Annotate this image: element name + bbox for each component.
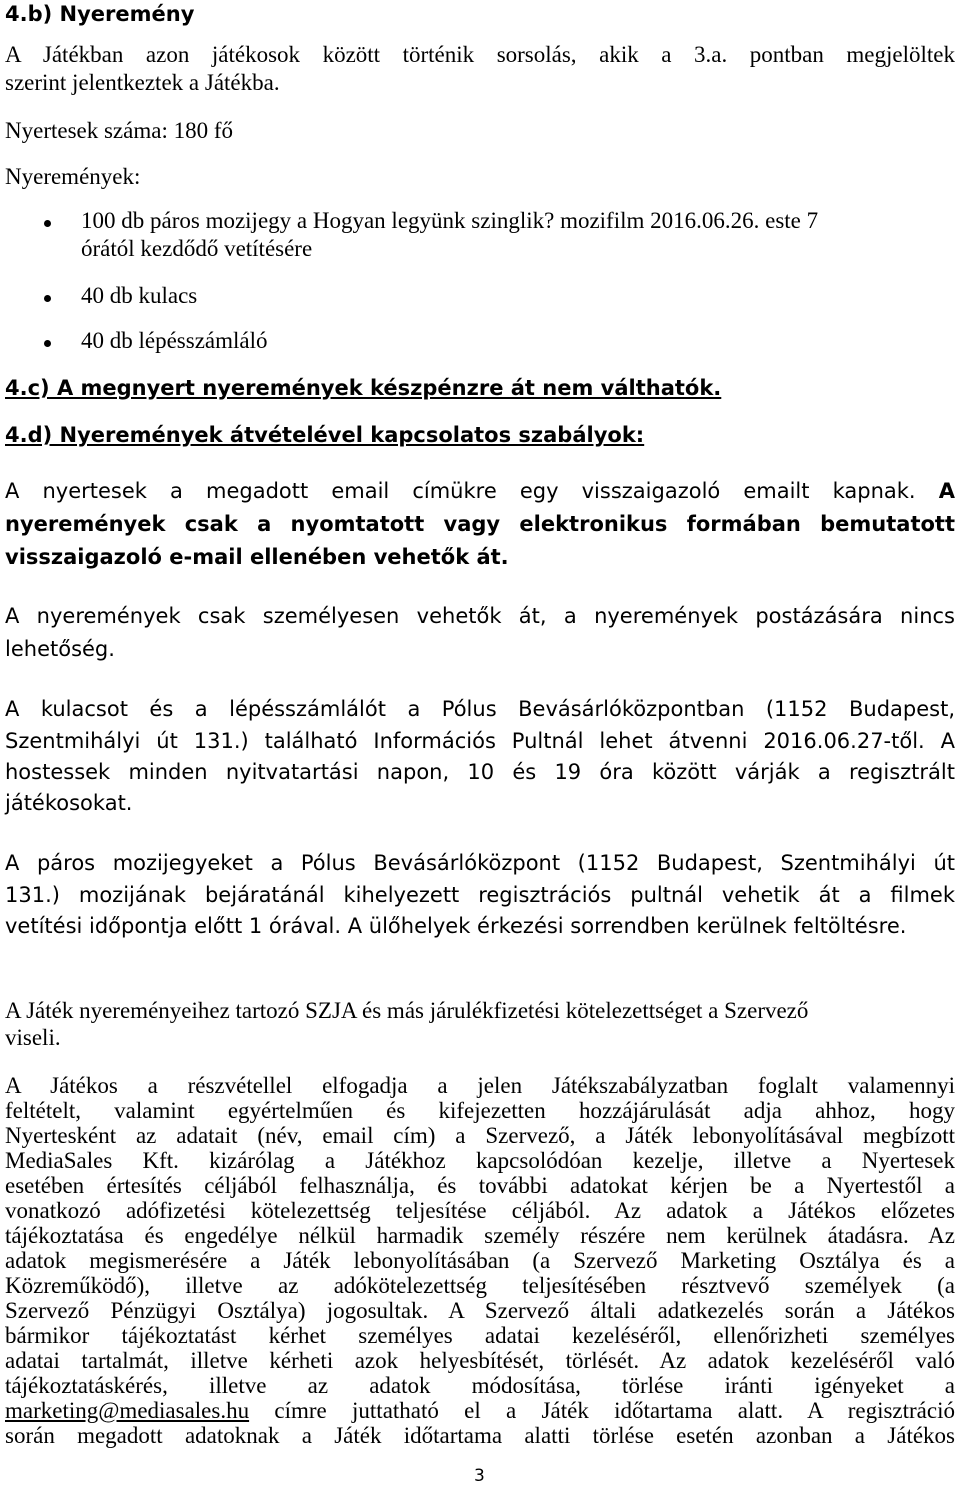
prize-item-3: 40 db lépésszámláló: [81, 328, 268, 353]
heading-4d: 4.d) Nyeremények átvételével kapcsolatos szabályok:: [5, 423, 645, 447]
data-para-line-6: vonatkozó adófizetési kötelezettség teljesítése céljából. Az adatok a Játékos előzetes: [5, 1198, 955, 1223]
mozi-line-1: A páros mozijegyeket a Pólus Bevásárlóközpont (1152 Budapest, Szentmihályi út: [5, 851, 955, 875]
bullet-icon: [44, 340, 51, 347]
data-para-line-15: során megadott adatoknak a Játék időtartama alatti törlése esetén azonban a Játékos: [5, 1423, 955, 1448]
kulacs-line-2: Szentmihályi út 131.) található Információs Pultnál lehet átvenni 2016.06.27-től. A: [5, 729, 955, 753]
after-email-text: címre juttatható el a Játék időtartama alatt. A regisztráció: [249, 1398, 955, 1423]
winners-count: [5, 118, 233, 144]
data-para-line-8: adatok megismerésére a Játék lebonyolításában (a Szervező Marketing Osztálya és a: [5, 1248, 955, 1273]
data-para-line-4: MediaSales Kft. kizárólag a Játékhoz kapcsolódóan kezelje, illetve a Nyertesek: [5, 1148, 955, 1173]
email-link[interactable]: marketing@mediasales.hu: [5, 1398, 250, 1423]
data-para-line-3: Nyertesként az adatait (név, email cím) a Szervező, a Játék lebonyolításával megbízott: [5, 1123, 955, 1148]
intro-line-1: A Játékban azon játékosok között történik sorsolás, akik a 3.a. pontban megjelöltek: [5, 42, 955, 67]
data-para-line-14: [5, 1398, 955, 1424]
confirm-text-1: A nyertesek a megadott email címükre egy visszaigazoló emailt kapnak.: [5, 479, 916, 503]
data-para-line-7: tájékoztatása és engedélye nélkül harmadik személy részére nem kerülnek átadásra. Az: [5, 1223, 955, 1248]
data-para-line-9: Közreműködő), illetve az adókötelezettség teljesítésében résztvevő személyek (a: [5, 1273, 955, 1298]
data-para-line-12: adatai tartalmát, illetve kérheti azok helyesbítését, törlését. Az adatok kezeléséről való: [5, 1348, 955, 1373]
data-para-line-2: feltételt, valamint egyértelműen és kifejezetten hozzájárulását adja ahhoz, hogy: [5, 1098, 955, 1123]
page-number: 3: [474, 1466, 485, 1486]
data-para-line-5: esetében értesítés céljából felhasználja, és további adatokat kérjen be a Nyertestől a: [5, 1173, 955, 1198]
mozi-line-2: 131.) mozijának bejáratánál kihelyezett regisztrációs pultnál vehetik át a filmek: [5, 883, 955, 907]
kulacs-line-4: játékosokat.: [5, 791, 133, 815]
data-para-line-13: tájékoztatáskérés, illetve az adatok módosítása, törlése iránti igényeket a: [5, 1373, 955, 1398]
prize-item-1-line-1: 100 db páros mozijegy a Hogyan legyünk szinglik? mozifilm 2016.06.26. este 7: [81, 208, 819, 233]
personal-line-2: lehetőség.: [5, 637, 115, 661]
confirm-line-1: [5, 479, 955, 503]
data-para-line-1: A Játékos a részvétellel elfogadja a jelen Játékszabályzatban foglalt valamennyi: [5, 1073, 955, 1098]
bullet-icon: [44, 220, 51, 227]
confirm-line-2: nyeremények csak a nyomtatott vagy elektronikus formában bemutatott: [5, 512, 955, 536]
prize-item-1-line-2: órától kezdődő vetítésére: [81, 236, 313, 261]
confirm-line-3: visszaigazoló e-mail ellenében vehetők át.: [5, 545, 509, 569]
kulacs-line-1: A kulacsot és a lépésszámlálót a Pólus Bevásárlóközpontban (1152 Budapest,: [5, 697, 955, 721]
confirm-text-1-bold: A: [938, 479, 955, 503]
kulacs-line-3: hostessek minden nyitvatartási napon, 10 és 19 óra között várják a regisztrált: [5, 760, 955, 784]
data-para-line-10: Szervező Pénzügyi Osztálya) jogosultak. A Szervező általi adatkezelés során a Játékos: [5, 1298, 955, 1323]
prize-item-2: 40 db kulacs: [81, 283, 198, 308]
prizes-label: Nyeremények:: [5, 164, 141, 189]
intro-line-2: szerint jelentkeztek a Játékba.: [5, 70, 280, 95]
heading-4b: 4.b) Nyeremény: [5, 2, 195, 26]
szja-line-1: A Játék nyereményeihez tartozó SZJA és más járulékfizetési kötelezettséget a Szervező: [5, 998, 809, 1023]
personal-line-1: A nyeremények csak személyesen vehetők át, a nyeremények postázására nincs: [5, 604, 955, 628]
winners-value: : 180 fő: [161, 118, 234, 143]
bullet-icon: [44, 295, 51, 302]
winners-label: Nyertesek száma: [5, 118, 162, 143]
data-para-line-11: bármikor tájékoztatást kérhet személyes adatai kezeléséről, ellenőrizheti személyes: [5, 1323, 955, 1348]
mozi-line-3: vetítési időpontja előtt 1 órával. A ülőhelyek érkezési sorrendben kerülnek feltöltésre.: [5, 914, 907, 938]
heading-4c: 4.c) A megnyert nyeremények készpénzre át nem válthatók.: [5, 376, 722, 400]
szja-line-2: viseli.: [5, 1025, 61, 1050]
